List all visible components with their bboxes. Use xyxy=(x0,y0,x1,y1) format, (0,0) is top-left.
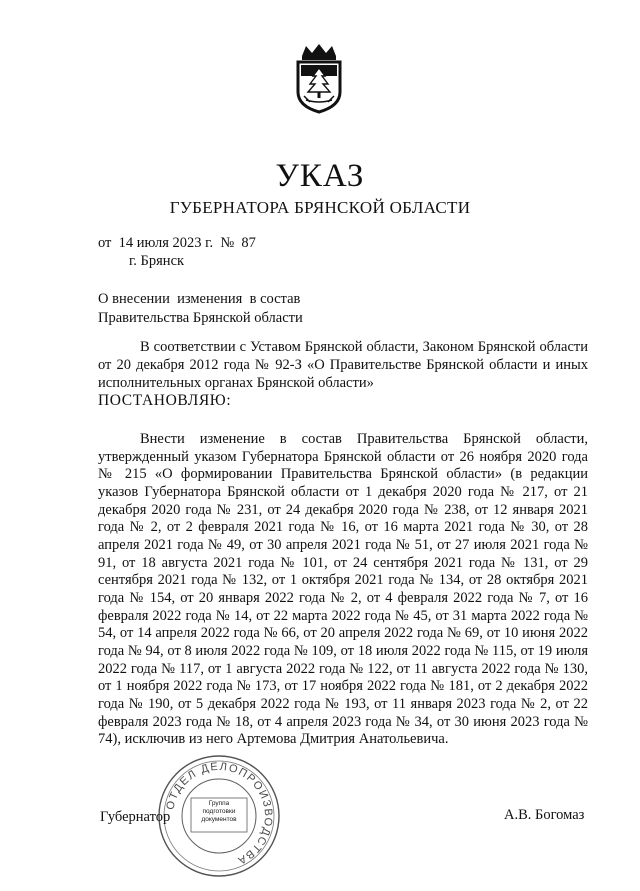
preamble-paragraph: В соответствии с Уставом Брянской области, Законом Брянской области от 20 декабря 2012 года № 92-З «О Правительстве Брянской области и иных исполнительных органах Брянской области» xyxy=(98,339,588,391)
stamp-center-text xyxy=(191,800,247,824)
stamp-center-line-3: документов xyxy=(201,816,237,823)
main-paragraph: Внести изменение в состав Правительства Брянской области, утвержденный указом Губернатора Брянской области от 26 ноября 2020 года № 215 «О формировании Правительства Брянской области» (в редакции указов Губернатора Брянской области от 1 декабря 2020 года № 217, от 21 декабря 2020 года № 231, от 24 декабря 2020 года № 238, от 12 января 2021 года № 2, от 2 февраля 2021 года № 16, от 16 марта 2021 года № 30, от 28 апреля 2021 года № 49, от 30 апреля 2021 года № 51, от 27 июля 2021 года № 91, от 18 августа 2021 года № 101, от 24 сентября 2021 года № 131, от 29 сентября 2021 года № 132, от 1 октября 2021 года № 134, от 28 октября 2021 года № 154, от 20 января 2022 года № 2, от 4 февраля 2022 года № 7, от 16 февраля 2022 года № 14, от 22 марта 2022 года № 45, от 31 марта 2022 года № 54, от 14 апреля 2022 года № 66, от 20 апреля 2022 года № 69, от 10 июня 2022 года № 94, от 8 июля 2022 года № 109, от 18 июля 2022 года № 115, от 19 июля 2022 года № 117, от 1 августа 2022 года № 122, от 11 августа 2022 года № 130, от 1 ноября 2022 года № 173, от 17 ноября 2022 года № 181, от 2 декабря 2022 года № 190, от 5 декабря 2022 года № 193, от 11 января 2023 года № 2, от 22 февраля 2023 года № 18, от 4 апреля 2023 года № 34, от 30 июня 2023 года № 74), исключив из него Артемова Дмитрия Анатольевича. xyxy=(98,431,588,748)
city-line: г. Брянск xyxy=(129,253,185,269)
signatory-name: А.В. Богомаз xyxy=(504,807,585,823)
subject-heading xyxy=(98,290,303,328)
subject-line-1: О внесении изменения в состав xyxy=(98,291,301,307)
signatory-position: Губернатор xyxy=(100,809,171,825)
date-and-number: от 14 июля 2023 г. № 87 xyxy=(98,235,256,251)
stamp-center-line-1: Группа xyxy=(208,800,230,807)
coat-of-arms-emblem xyxy=(292,42,346,114)
subject-line-2: Правительства Брянской области xyxy=(98,310,303,326)
document-title: УКАЗ xyxy=(275,158,365,194)
stamp-center-line-2: подготовки xyxy=(202,808,236,815)
decree-word: ПОСТАНОВЛЯЮ: xyxy=(98,392,232,409)
document-subtitle: ГУБЕРНАТОРА БРЯНСКОЙ ОБЛАСТИ xyxy=(169,198,471,217)
stamp-ring-text: ОТДЕЛ ДЕЛОПРОИЗВОДСТВА xyxy=(164,760,275,867)
